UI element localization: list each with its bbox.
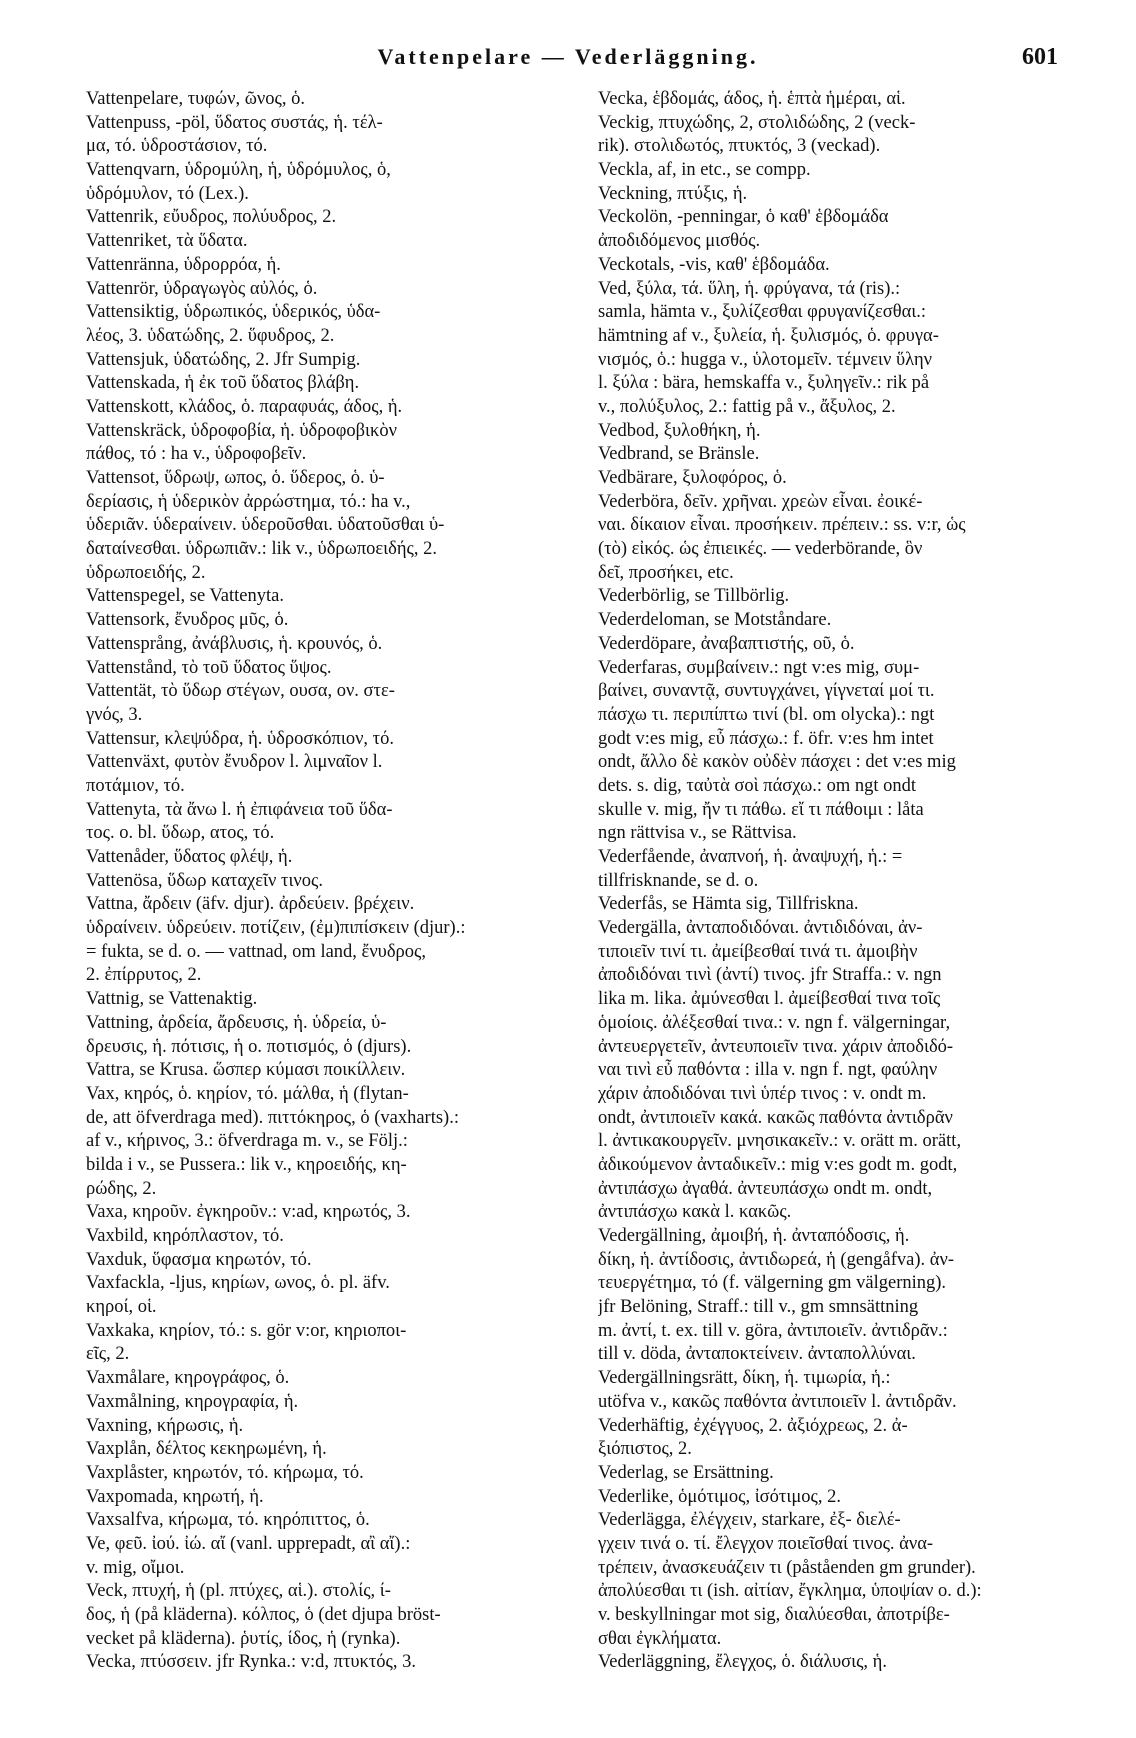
entry-line: ὁμοίοις. ἀλέξεσθαί τινα.: v. ngn f. välgerningar, xyxy=(598,1012,951,1033)
entry-line: ἀντιπάσχω ἀγαθά. ἀντευπάσχω ondt m. ondt, xyxy=(598,1178,933,1199)
entry-line: Vattnig, se Vattenaktig. xyxy=(86,989,258,1010)
entry-line: Vaxpomada, κηρωτή, ἡ. xyxy=(86,1486,264,1507)
entry-line: βαίνει, συναντᾷ, συντυγχάνει, γίγνεταί μοί τι. xyxy=(598,681,935,702)
entry-line: δρευσις, ἡ. πότισις, ἡ ο. ποτισμός, ὁ (djurs). xyxy=(86,1036,412,1057)
entry-line: Vattensiktig, ὑδρωπικός, ὑδερικός, ὑδα- xyxy=(86,302,381,323)
entry-line: godt v:es mig, εὖ πάσχω.: f. öfr. v:es hm intet xyxy=(598,728,934,749)
entry-line: ὑδρόμυλον, τό (Lex.). xyxy=(86,183,249,204)
entry-line: v., πολύξυλος, 2.: fattig på v., ἄξυλος, 2. xyxy=(598,396,896,417)
entry-line: Vederfås, se Hämta sig, Tillfriskna. xyxy=(598,894,859,915)
entry-line: Vattenrik, εὔυδρος, πολύυδρος, 2. xyxy=(86,207,337,228)
entry-line: l. ξύλα : bära, hemskaffa v., ξυληγεῖν.: rik på xyxy=(598,373,930,394)
entry-line: ἀντιπάσχω κακὰ l. κακῶς. xyxy=(598,1202,792,1223)
entry-line: Vattenspegel, se Vattenyta. xyxy=(86,586,284,607)
entry-line: πάθος, τό : ha v., ὑδροφοβεῖν. xyxy=(86,444,307,465)
entry-line: γνός, 3. xyxy=(86,704,143,725)
entry-line: λέος, 3. ὑδατώδης, 2. ὕφυδρος, 2. xyxy=(86,325,335,346)
entry-line: Vaxmålning, κηρογραφία, ἡ. xyxy=(86,1391,299,1412)
entry-line: jfr Belöning, Straff.: till v., gm smnsättning xyxy=(598,1297,919,1318)
entry-line: τρέπειν, ἀνασκευάζειν τι (påståenden gm grunder). xyxy=(598,1557,976,1578)
entry-line: τος. o. bl. ὕδωρ, ατος, τό. xyxy=(86,823,275,844)
entry-line: Vattning, ἀρδεία, ἄρδευσις, ἡ. ὑδρεία, ὑ- xyxy=(86,1012,387,1033)
entry-line: Vederläggning, ἔλεγχος, ὁ. διάλυσις, ἡ. xyxy=(598,1652,887,1673)
entry-line: Vattna, ἄρδειν (äfv. djur). ἀρδεύειν. βρέχειν. xyxy=(86,894,415,915)
entry-line: 2. ἐπίρρυτος, 2. xyxy=(86,965,202,986)
entry-line: Vaxduk, ὕφασμα κηρωτόν, τό. xyxy=(86,1249,312,1270)
entry-line: ὑδραίνειν. ὑδρεύειν. ποτίζειν, (ἐμ)πιπίσκειν (djur).: xyxy=(86,918,466,939)
entry-line: ngn rättvisa v., se Rättvisa. xyxy=(598,823,797,844)
entry-line: Vederfaras, συμβαίνειν.: ngt v:es mig, συμ- xyxy=(598,657,920,678)
entry-line: δίκη, ἡ. ἀντίδοσις, ἀντιδωρεά, ἡ (gengåfva). ἀν- xyxy=(598,1249,955,1270)
entry-line: Vattenqvarn, ὑδρομύλη, ἡ, ὑδρόμυλος, ὁ, xyxy=(86,160,391,181)
entry-line: δαταίνεσθαι. ὑδρωπιᾶν.: lik v., ὑδρωποειδής, 2. xyxy=(86,539,437,560)
entry-line: Vederböra, δεῖν. χρῆναι. χρεὼν εἶναι. ἐοικέ- xyxy=(598,491,923,512)
entry-line: af v., κήρινος, 3.: öfverdraga m. v., se Följ.: xyxy=(86,1131,408,1152)
entry-line: ὑδεριᾶν. ὑδεραίνειν. ὑδεροῦσθαι. ὑδατοῦσθαι ὑ- xyxy=(86,515,445,536)
entry-line: Vecka, πτύσσειν. jfr Rynka.: v:d, πτυκτός, 3. xyxy=(86,1652,417,1673)
entry-line: Vattensprång, ἀνάβλυσις, ἡ. κρουνός, ὁ. xyxy=(86,633,383,654)
entry-line: v. mig, οἴμοι. xyxy=(86,1557,185,1578)
entry-line: Vedbod, ξυλοθήκη, ἡ. xyxy=(598,420,761,441)
entry-line: lika m. lika. ἀμύνεσθαι l. ἀμείβεσθαί τινα τοῖς xyxy=(598,989,941,1010)
entry-line: v. beskyllningar mot sig, διαλύεσθαι, ἀποτρίβε- xyxy=(598,1605,950,1625)
entry-line: Vaxning, κήρωσις, ἡ. xyxy=(86,1415,244,1436)
entry-line: Vaxfackla, -ljus, κηρίων, ωνος, ὁ. pl. äfv. xyxy=(86,1273,390,1294)
entry-line: Vaxplån, δέλτος κεκηρωμένη, ἡ. xyxy=(86,1439,327,1460)
entry-line: ἀπολύεσθαι τι (ish. αἰτίαν, ἔγκλημα, ὑποψίαν o. d.): xyxy=(598,1581,982,1602)
entry-line: dets. s. dig, ταὐτὰ σοὶ πάσχω.: om ngt ondt xyxy=(598,775,917,796)
entry-line: Vax, κηρός, ὁ. κηρίον, τό. μάλθα, ἡ (flytan- xyxy=(86,1083,409,1104)
entry-line: εῖς, 2. xyxy=(86,1344,130,1365)
entry-line: Vaxsalfva, κήρωμα, τό. κηρόπιττος, ὁ. xyxy=(86,1510,370,1531)
entry-line: νισμός, ὁ.: hugga v., ὑλοτομεῖν. τέμνειν ὕλην xyxy=(598,349,933,370)
entry-line: ἀδικούμενον ἀνταδικεῖν.: mig v:es godt m. godt, xyxy=(598,1154,958,1175)
entry-line: Vattenrör, ὑδραγωγὸς αὐλός, ὁ. xyxy=(86,278,318,299)
entry-line: utöfva v., κακῶς παθόντα ἀντιποιεῖν l. ἀντιδρᾶν. xyxy=(598,1391,957,1412)
entry-line: Vattenösa, ὕδωρ καταχεῖν τινος. xyxy=(86,870,323,891)
entry-line: Vederlag, se Ersättning. xyxy=(598,1462,774,1483)
entry-line: ρώδης, 2. xyxy=(86,1178,157,1199)
entry-line: l. ἀντικακουργεῖν. μνησικακεῖν.: v. orätt m. orätt, xyxy=(598,1131,962,1152)
entry-line: ποτάμιον, τό. xyxy=(86,775,185,796)
entry-line: Vattensot, ὕδρωψ, ωπος, ὁ. ὕδερος, ὁ. ὑ- xyxy=(86,468,385,488)
entry-line: Vattenriket, τὰ ὕδατα. xyxy=(86,231,248,252)
entry-line: σθαι ἐγκλήματα. xyxy=(598,1628,722,1649)
left-column xyxy=(86,88,556,1675)
entry-line: Vattra, se Krusa. ὥσπερ κύμασι ποικίλλειν. xyxy=(86,1060,406,1081)
entry-line: Vaxmålare, κηρογράφος, ὁ. xyxy=(86,1368,290,1389)
entry-line: δερίασις, ἡ ὑδερικὸν ἀρρώστημα, τό.: ha v., xyxy=(86,491,411,512)
entry-line: Veckning, πτύξις, ἡ. xyxy=(598,183,748,204)
entry-line: Ve, φεῦ. ἰού. ἰώ. αἴ (vanl. upprepadt, αἲ αἴ).: xyxy=(86,1533,411,1554)
entry-line: ναι τινὶ εὖ παθόντα : illa v. ngn f. ngt, φαύλην xyxy=(598,1060,938,1081)
entry-line: χάριν ἀποδιδόναι τινὶ ὑπέρ τινος : v. ondt m. xyxy=(598,1083,927,1104)
page-number: 601 xyxy=(1022,44,1058,70)
entry-line: Vederfående, ἀναπνοή, ἡ. ἀναψυχή, ἡ.: = xyxy=(598,847,903,867)
entry-line: Vederdöpare, ἀναβαπτιστής, οῦ, ὁ. xyxy=(598,633,855,654)
entry-line: Vattenväxt, φυτὸν ἔνυδρον l. λιμναῖον l. xyxy=(86,752,383,773)
entry-line: ὑδρωποειδής, 2. xyxy=(86,562,206,583)
entry-line: Vederlägga, ἐλέγχειν, starkare, ἐξ- διελέ- xyxy=(598,1510,901,1531)
entry-line: bilda i v., se Pussera.: lik v., κηροειδής, κη- xyxy=(86,1154,407,1175)
entry-line: de, att öfverdraga med). πιττόκηρος, ὁ (vaxharts).: xyxy=(86,1107,459,1128)
entry-line: = fukta, se d. o. — vattnad, om land, ἔνυδρος, xyxy=(86,941,426,962)
entry-line: vecket på kläderna). ῥυτίς, ίδος, ἡ (rynka). xyxy=(86,1628,401,1649)
entry-line: Vaxbild, κηρόπλαστον, τό. xyxy=(86,1226,284,1246)
entry-line: Vattenåder, ὕδατος φλέψ, ἡ. xyxy=(86,847,293,867)
entry-line: skulle v. mig, ἤν τι πάθω. εἴ τι πάθοιμι : låta xyxy=(598,799,924,820)
entry-line: ondt, ἀντιποιεῖν κακά. κακῶς παθόντα ἀντιδρᾶν xyxy=(598,1107,953,1128)
entry-line: τιποιεῖν τινί τι. ἀμείβεσθαί τινά τι. ἀμοιβὴν xyxy=(598,941,918,962)
entry-line: Vedbrand, se Bränsle. xyxy=(598,444,760,465)
entry-line: Vedbärare, ξυλοφόρος, ὁ. xyxy=(598,468,787,488)
entry-line: ἀντευεργετεῖν, ἀντευποιεῖν τινα. χάριν ἀποδιδό- xyxy=(598,1036,954,1057)
entry-line: Veckolön, -penningar, ὁ καθ' ἑβδομάδα xyxy=(598,207,889,228)
entry-line: Vattenskräck, ὑδροφοβία, ἡ. ὑδροφοβικὸν xyxy=(86,420,397,441)
entry-line: δος, ἡ (på kläderna). κόλπος, ὁ (det djupa bröst- xyxy=(86,1605,441,1625)
entry-line: τευεργέτημα, τό (f. välgerning gm välgerning). xyxy=(598,1273,947,1294)
right-column xyxy=(598,88,1068,1675)
entry-line: Vattenpelare, τυφών, ῶνος, ὁ. xyxy=(86,89,306,109)
entry-line: ἀποδιδόναι τινὶ (ἀντί) τινος. jfr Straffa.: v. ngn xyxy=(598,965,942,986)
entry-line: Veckotals, -vis, καθ' ἑβδομάδα. xyxy=(598,254,830,275)
entry-line: Vattenskada, ἡ ἐκ τοῦ ὕδατος βλάβη. xyxy=(86,373,360,394)
entry-line: κηροί, οἱ. xyxy=(86,1297,157,1318)
entry-line: Vattenyta, τὰ ἄνω l. ἡ ἐπιφάνεια τοῦ ὕδα- xyxy=(86,799,393,820)
entry-line: Vederdeloman, se Motståndare. xyxy=(598,610,832,631)
entry-line: Vaxa, κηροῦν. ἐγκηροῦν.: v:ad, κηρωτός, 3. xyxy=(86,1202,411,1223)
entry-line: m. ἀντί, t. ex. till v. göra, ἀντιποιεῖν. ἀντιδρᾶν.: xyxy=(598,1320,948,1341)
running-head: Vattenpelare — Vederläggning. xyxy=(377,44,759,69)
entry-line: Vattensur, κλεψύδρα, ἡ. ὑδροσκόπιον, τό. xyxy=(86,728,394,749)
entry-line: Vecka, ἑβδομάς, άδος, ἡ. ἑπτὰ ἡμέραι, αἱ. xyxy=(598,89,906,109)
entry-line: ἀποδιδόμενος μισθός. xyxy=(598,231,761,252)
entry-line: ναι. δίκαιον εἶναι. προσήκειν. πρέπειν.: ss. v:r, ὡς xyxy=(598,515,966,536)
entry-line: δεῖ, προσήκει, etc. xyxy=(598,562,734,583)
entry-line: Vedergällningsrätt, δίκη, ἡ. τιμωρία, ἡ.: xyxy=(598,1368,891,1389)
entry-line: Vederlike, ὁμότιμος, ἰσότιμος, 2. xyxy=(598,1486,841,1507)
entry-line: Vaxplåster, κηρωτόν, τό. κήρωμα, τό. xyxy=(86,1462,364,1483)
entry-line: (τὸ) εἰκός. ὡς ἐπιεικές. — vederbörande, ὃν xyxy=(598,539,923,560)
entry-line: μα, τό. ὑδροστάσιον, τό. xyxy=(86,136,268,157)
entry-line: Vedergällning, ἀμοιβή, ἡ. ἀνταπόδοσις, ἡ. xyxy=(598,1226,910,1246)
entry-line: Veck, πτυχή, ἡ (pl. πτύχες, αἱ.). στολίς, ί- xyxy=(86,1581,391,1602)
entry-line: πάσχω τι. περιπίπτω τινί (bl. om olycka).: ngt xyxy=(598,704,935,725)
entry-line: ondt, ἄλλο δὲ κακὸν οὐδὲν πάσχει : det v:es mig xyxy=(598,752,956,773)
entry-line: Vaxkaka, κηρίον, τό.: s. gör v:or, κηριοποι- xyxy=(86,1320,407,1341)
entry-line: Vattensjuk, ὑδατώδης, 2. Jfr Sumpig. xyxy=(86,349,361,370)
entry-line: samla, hämta v., ξυλίζεσθαι φρυγανίζεσθαι.: xyxy=(598,302,927,323)
entry-line: ξιόπιστος, 2. xyxy=(598,1439,692,1460)
entry-line: hämtning af v., ξυλεία, ἡ. ξυλισμός, ὁ. φρυγα- xyxy=(598,325,939,346)
entry-line: Vattenstånd, τὸ τοῦ ὕδατος ὕψος. xyxy=(86,657,332,678)
entry-line: γχειν τινά ο. τί. ἔλεγχον ποιεῖσθαί τινος. ἀνα- xyxy=(598,1533,934,1554)
entry-line: tillfrisknande, se d. o. xyxy=(598,870,759,891)
entry-line: Veckig, πτυχώδης, 2, στολιδώδης, 2 (veck- xyxy=(598,112,916,133)
entry-line: Vattenskott, κλάδος, ὁ. παραφυάς, άδος, ἡ. xyxy=(86,396,403,417)
entry-line: Vattenränna, ὑδρορρόα, ἡ. xyxy=(86,254,281,275)
entry-line: Ved, ξύλα, τά. ὕλη, ἡ. φρύγανα, τά (ris).: xyxy=(598,278,901,299)
entry-line: rik). στολιδωτός, πτυκτός, 3 (veckad). xyxy=(598,136,881,157)
entry-line: Vedergälla, ἀνταποδιδόναι. ἀντιδιδόναι, ἀν- xyxy=(598,918,923,939)
entry-line: Vattenpuss, -pöl, ὕδατος συστάς, ἡ. τέλ- xyxy=(86,112,383,133)
entry-line: till v. döda, ἀνταποκτείνειν. ἀνταπολλύναι. xyxy=(598,1344,916,1365)
entry-line: Vattensork, ἔνυδρος μῦς, ὁ. xyxy=(86,610,289,631)
entry-line: Veckla, af, in etc., se compp. xyxy=(598,160,811,181)
entry-line: Vederbörlig, se Tillbörlig. xyxy=(598,586,790,607)
entry-line: Vederhäftig, ἐχέγγυος, 2. ἀξιόχρεως, 2. ἀ- xyxy=(598,1415,908,1436)
entry-line: Vattentät, τὸ ὕδωρ στέγων, ουσα, ον. στε- xyxy=(86,681,395,702)
